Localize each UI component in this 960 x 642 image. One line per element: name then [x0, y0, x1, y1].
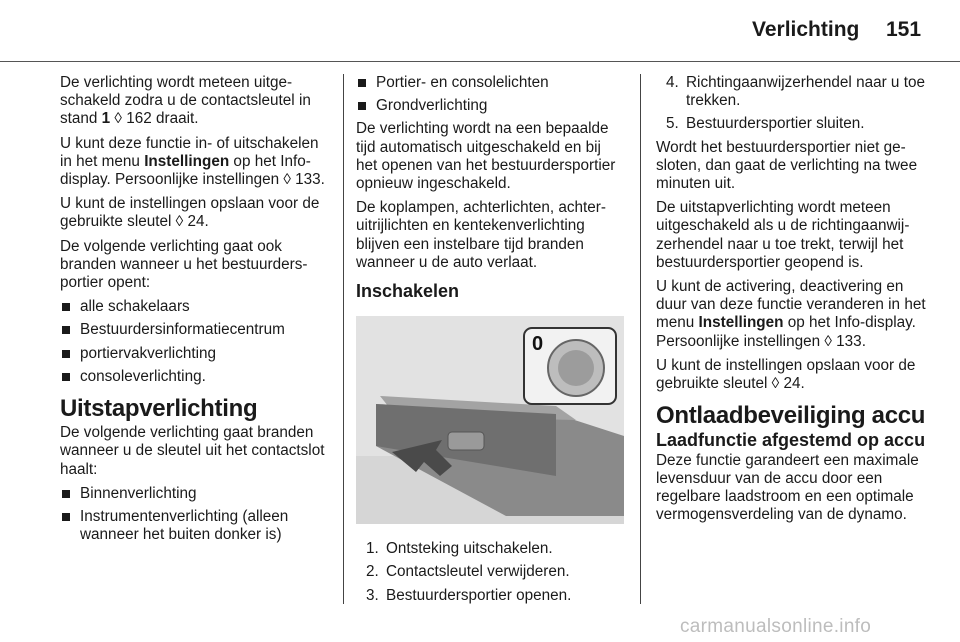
lever-illustration — [356, 316, 624, 524]
list-item: 1. Ontsteking uitschakelen. — [366, 540, 553, 558]
paragraph: U kunt deze functie in- of uitschakelen in het menu Instellingen op het Info-display. Persoonlijke instellingen ◊ 133. — [60, 134, 325, 189]
header-rule — [0, 61, 960, 62]
column-divider — [640, 74, 641, 604]
list-item: 4. Richtingaanwijzerhendel naar u toe trekken. — [666, 74, 925, 110]
list-item: 5. Bestuurdersportier sluiten. — [666, 115, 865, 133]
subsection-heading: Laadfunctie afgestemd op accu — [656, 430, 926, 451]
paragraph: Deze functie garandeert een maximale levensduur van de accu door een regelbare laadstroom en een optimale vermogensverdeling van de dynamo. — [656, 451, 919, 524]
paragraph: De volgende verlichting gaat ook branden wanneer u het bestuurdersportier opent: — [60, 237, 308, 292]
watermark: carmanualsonline.info — [680, 616, 872, 637]
section-heading: Uitstapverlichting — [60, 395, 258, 423]
column-3 — [656, 74, 926, 530]
list-item: consoleverlichting. — [60, 368, 328, 386]
paragraph: Wordt het bestuurdersportier niet gesloten, dan gaat de verlichting na twee minuten uit. — [656, 138, 918, 193]
paragraph: De koplampen, achterlichten, achteruitrijlichten en kentekenverlichting blijven een instelbare tijd branden wanneer u de auto verlaat. — [356, 199, 606, 271]
column-1 — [60, 74, 328, 549]
list-item: Portier- en consolelichten — [356, 74, 624, 92]
list-item: Bestuurdersinformatiecentrum — [60, 321, 328, 339]
paragraph: U kunt de activering, deactivering en duur van deze functie veranderen in het menu Instellingen op het Info-display. Persoonlijke instellingen ◊ 133. — [656, 278, 926, 350]
list-item: portiervakverlichting — [60, 345, 328, 363]
list-item: Grondverlichting — [356, 97, 624, 115]
list-item: 2. Contactsleutel verwijderen. — [366, 563, 570, 581]
figure-turn-signal-lever — [356, 316, 624, 524]
list-item: Binnenverlichting — [60, 485, 328, 503]
subsection-heading: Inschakelen — [356, 281, 460, 302]
paragraph: U kunt de instellingen opslaan voor de gebruikte sleutel ◊ 24. — [656, 356, 916, 393]
paragraph: De volgende verlichting gaat branden wanneer u de sleutel uit het contactslot haalt: — [60, 424, 325, 478]
column-divider — [343, 74, 344, 604]
paragraph: De verlichting wordt na een bepaalde tijd automatisch uitgeschakeld en bij het openen van het bestuurdersportier opnieuw ingeschakeld. — [356, 120, 616, 193]
paragraph: De uitstapverlichting wordt meteen uitgeschakeld als u de richtingaanwijzerhendel naar u toe trekt, terwijl het bestuurdersportier geopend is. — [656, 199, 910, 271]
list-item: alle schakelaars — [60, 298, 328, 316]
page-number: 151 — [886, 18, 922, 41]
page-header — [0, 0, 960, 62]
column-2 — [356, 74, 624, 610]
section-heading: Ontlaadbeveiliging accu — [656, 402, 926, 430]
paragraph: U kunt de instellingen opslaan voor de gebruikte sleutel ◊ 24. — [60, 195, 320, 231]
page-title: Verlichting — [752, 18, 860, 41]
list-item: Instrumentenverlichting (alleen wanneer het buiten donker is) — [60, 508, 328, 544]
paragraph: De verlichting wordt meteen uitgeschakeld zodra u de contactsleutel in stand 1 ◊ 162 draait. — [60, 74, 311, 128]
list-item: 3. Bestuurdersportier openen. — [366, 586, 572, 604]
figure-label: 0 — [532, 333, 544, 356]
